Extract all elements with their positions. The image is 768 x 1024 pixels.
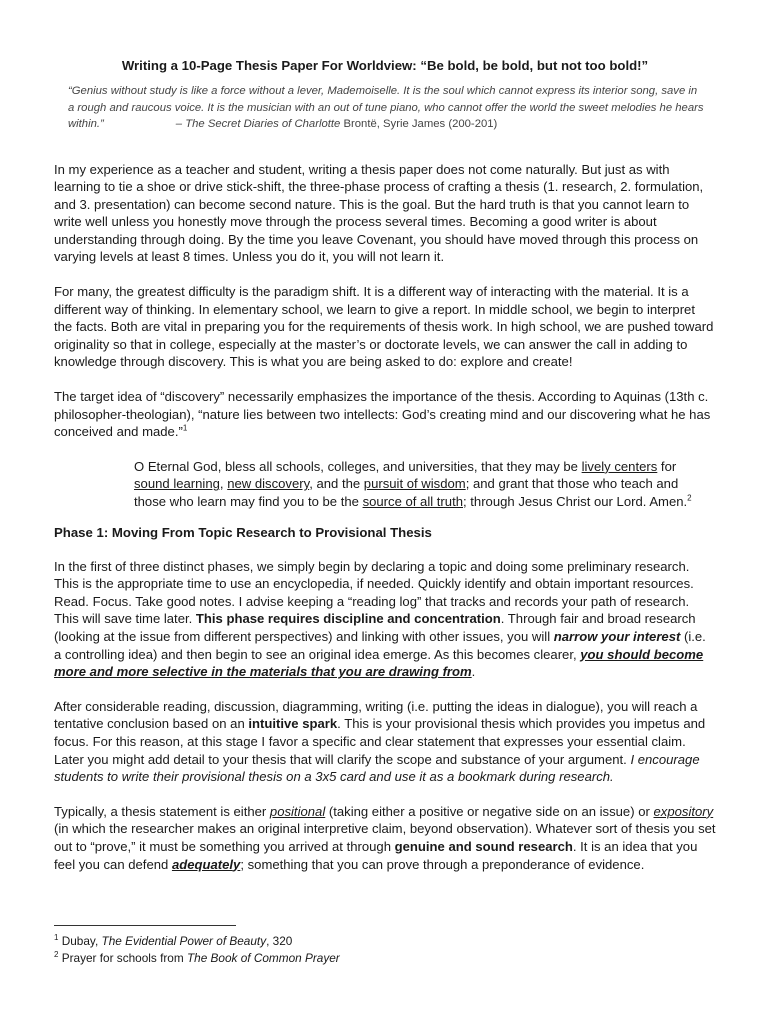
footnotes [54,933,340,967]
document-title: Writing a 10-Page Thesis Paper For Worldview: “Be bold, be bold, but not too bold!” [121,58,649,73]
footnote-ref-2: 2 [687,493,692,503]
epigraph-quote: “Genius without study is like a force without a lever, Mademoiselle. It is the soul which cannot express its interior song, save in a rough and raucous voice. It is the musician with an out of tune piano, who cannot offer the world the sweet melodies he hears within.” [68,85,704,130]
document-page [54,58,716,890]
paragraph-1: In my experience as a teacher and student, writing a thesis paper does not come naturally. But just as with learning to tie a shoe or drive stick-shift, the three-phase process of crafting a thesis (1. research, 2. formulation, and 3. presentation) can become second nature. This is the goal. But the hard truth is that you cannot learn to write well unless you honestly move through the process several times. Becoming a good writer is about understanding through doing. By the time you leave Covenant, you should have moved through this process on varying levels at least 8 times. Unless you do it, you will not learn it. [54,161,704,265]
paragraph-4: In the first of three distinct phases, we simply begin by declaring a topic and doing some preliminary research. This is the appropriate time to use an encyclopedia, if needed. Quickly identify and obtain important resources. Read. Focus. Take good notes. I advise keeping a “reading log” that tracks and records your path of research. This will save time later. This phase requires discipline and concentration. Through fair and broad research (looking at the issue from different perspectives) and linking with other issues, you will narrow your interest (i.e. a controlling idea) and then begin to see an original idea emerge. As this becomes clearer, you should become more and more selective in the materials that you are drawing from. [54,558,706,680]
footnote-1: $^1$ Dubay, The Evidential Power of Beauty, 320 [54,933,293,948]
section-heading: Phase 1: Moving From Topic Research to Provisional Thesis [54,524,432,540]
paragraph-5: After considerable reading, discussion, diagramming, writing (i.e. putting the ideas in dialogue), you will reach a tentative conclusion based on an intuitive spark. This is your provisional thesis which provides you impetus and focus. For this reason, at this stage I favor a specific and clear statement that expresses your essential claim. Later you might add detail to your thesis that will clarify the scope and substance of your argument. I encourage students to write their provisional thesis on a 3x5 card and use it as a bookmark during research. [54,698,706,785]
epigraph-source: – The Secret Diaries of Charlotte Brontë, Syrie James (200-201) [175,118,498,130]
paragraph-2: For many, the greatest difficulty is the paradigm shift. It is a different way of interacting with the material. It is a different way of thinking. In elementary school, we learn to give a report. In middle school, we begin to interpret the facts. Both are vital in preparing you for the requirements of thesis work. In high school, we are pushed toward originality so that in college, especially at the master’s or doctorate levels, we can answer the call in adding to knowledge through discovery. This is what you are being asked to do: explore and create! [54,284,714,370]
paragraph-6: Typically, a thesis statement is either positional (taking either a positive or negative side on an issue) or expository (in which the researcher makes an original interpretive claim, beyond observation). Whatever sort of thesis you set out to “prove,” it must be something you arrived at through genuine and sound research. It is an idea that you feel you can defend adequately; something that you can prove through a preponderance of evidence. [54,803,716,872]
footnote-divider [54,925,236,926]
footnote-ref-1: 1 [182,423,188,433]
prayer-block-quote: O Eternal God, bless all schools, colleges, and universities, that they may be lively centers for sound learning, new discovery, and the pursuit of wisdom; and grant that those who teach and those who learn may find you to be the source of all truth; through Jesus Christ our Lord. Amen.$^2$ [134,458,692,509]
paragraph-3: The target idea of “discovery” necessarily emphasizes the importance of the thesis. According to Aquinas (13th c. philosopher-theologian), “nature lies between two intellects: God’s creating mind and our discovering what he has conceived and made.”$^1$ [54,389,711,440]
footnote-2: $^2$ Prayer for schools from The Book of Common Prayer [54,950,340,965]
epigraph [68,83,704,133]
